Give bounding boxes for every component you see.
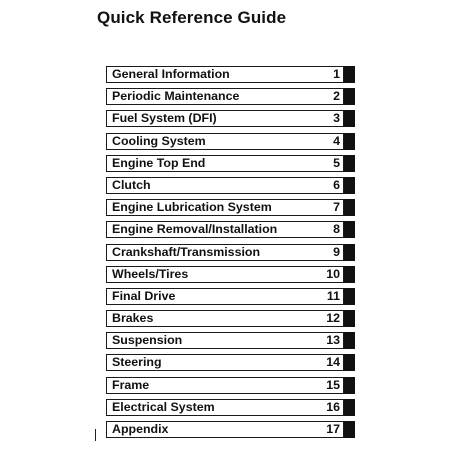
toc-entry-label: Final Drive (112, 288, 176, 303)
toc-link[interactable] (106, 221, 344, 238)
section-tab-marker (344, 377, 355, 394)
toc-entry (106, 377, 355, 394)
toc-entry-label: Appendix (112, 422, 169, 436)
section-tab-marker (344, 421, 355, 438)
toc-entry-label: Engine Removal/Installation (112, 222, 278, 237)
section-tab-marker (344, 177, 355, 194)
toc-link[interactable] (106, 244, 344, 261)
toc-entry-label: Brakes (112, 311, 154, 326)
section-tab-marker (344, 66, 355, 83)
toc-entry (106, 266, 355, 283)
toc-entry-label: Clutch (112, 177, 151, 192)
toc-entry (106, 66, 355, 83)
toc-entry-number: 5 (333, 155, 340, 170)
toc-entry-number: 17 (326, 422, 340, 436)
toc-entry (106, 310, 355, 327)
toc-entry-label: General Information (112, 67, 230, 81)
toc-entry-number: 9 (333, 244, 340, 259)
toc-entry-number: 10 (326, 266, 340, 281)
section-tab-marker (344, 199, 355, 216)
section-tab-marker (344, 310, 355, 327)
toc-entry-label: Steering (112, 355, 162, 370)
toc-link[interactable] (106, 133, 344, 150)
toc-entry (106, 244, 355, 261)
toc-entry-label: Cooling System (112, 133, 206, 148)
toc-link[interactable] (106, 354, 344, 371)
toc-entry-number: 14 (326, 355, 340, 370)
toc-entry-label: Engine Lubrication System (112, 200, 272, 215)
toc-link[interactable] (106, 199, 344, 216)
toc-link[interactable] (106, 399, 344, 416)
toc-entry (106, 221, 355, 238)
toc-entry-label: Frame (112, 377, 150, 392)
toc-entry (106, 88, 355, 105)
toc-entry (106, 110, 355, 127)
margin-mark (95, 429, 96, 441)
page-title: Quick Reference Guide (97, 8, 287, 27)
section-tab-marker (344, 155, 355, 172)
section-tab-marker (344, 399, 355, 416)
section-tab-marker (344, 88, 355, 105)
toc-entry-number: 13 (326, 333, 340, 348)
section-tab-marker (344, 133, 355, 150)
toc-link[interactable] (106, 66, 344, 83)
toc-entry (106, 421, 355, 438)
toc-link[interactable] (106, 288, 344, 305)
toc-entry (106, 332, 355, 349)
toc-entry (106, 288, 355, 305)
toc-link[interactable] (106, 110, 344, 127)
toc-entry-number: 1 (333, 67, 340, 81)
toc-entry-label: Suspension (112, 333, 183, 348)
section-tab-marker (344, 332, 355, 349)
toc-link[interactable] (106, 421, 344, 438)
table-of-contents (106, 66, 355, 443)
toc-entry-label: Periodic Maintenance (112, 89, 240, 104)
toc-link[interactable] (106, 88, 344, 105)
section-tab-marker (344, 266, 355, 283)
section-tab-marker (344, 288, 355, 305)
toc-entry-label: Crankshaft/Transmission (112, 244, 261, 259)
toc-entry (106, 199, 355, 216)
toc-link[interactable] (106, 155, 344, 172)
toc-entry-label: Engine Top End (112, 155, 206, 170)
section-tab-marker (344, 221, 355, 238)
toc-entry-number: 7 (333, 200, 340, 215)
toc-link[interactable] (106, 310, 344, 327)
toc-entry-number: 8 (333, 222, 340, 237)
toc-entry-number: 3 (333, 111, 340, 126)
toc-entry (106, 399, 355, 416)
section-tab-marker (344, 110, 355, 127)
toc-entry-number: 12 (326, 311, 340, 326)
toc-entry-number: 16 (326, 399, 340, 414)
toc-link[interactable] (106, 377, 344, 394)
toc-entry-label: Electrical System (112, 399, 215, 414)
toc-link[interactable] (106, 266, 344, 283)
toc-link[interactable] (106, 332, 344, 349)
toc-entry-number: 15 (326, 377, 340, 392)
toc-entry-number: 2 (333, 89, 340, 104)
toc-entry-number: 4 (333, 133, 340, 148)
section-tab-marker (344, 354, 355, 371)
toc-entry (106, 133, 355, 150)
toc-entry-label: Wheels/Tires (112, 266, 189, 281)
toc-entry-label: Fuel System (DFI) (112, 111, 217, 126)
toc-link[interactable] (106, 177, 344, 194)
toc-entry (106, 354, 355, 371)
toc-entry-number: 6 (333, 177, 340, 192)
section-tab-marker (344, 244, 355, 261)
toc-entry (106, 155, 355, 172)
toc-entry-number: 11 (326, 288, 340, 303)
toc-entry (106, 177, 355, 194)
